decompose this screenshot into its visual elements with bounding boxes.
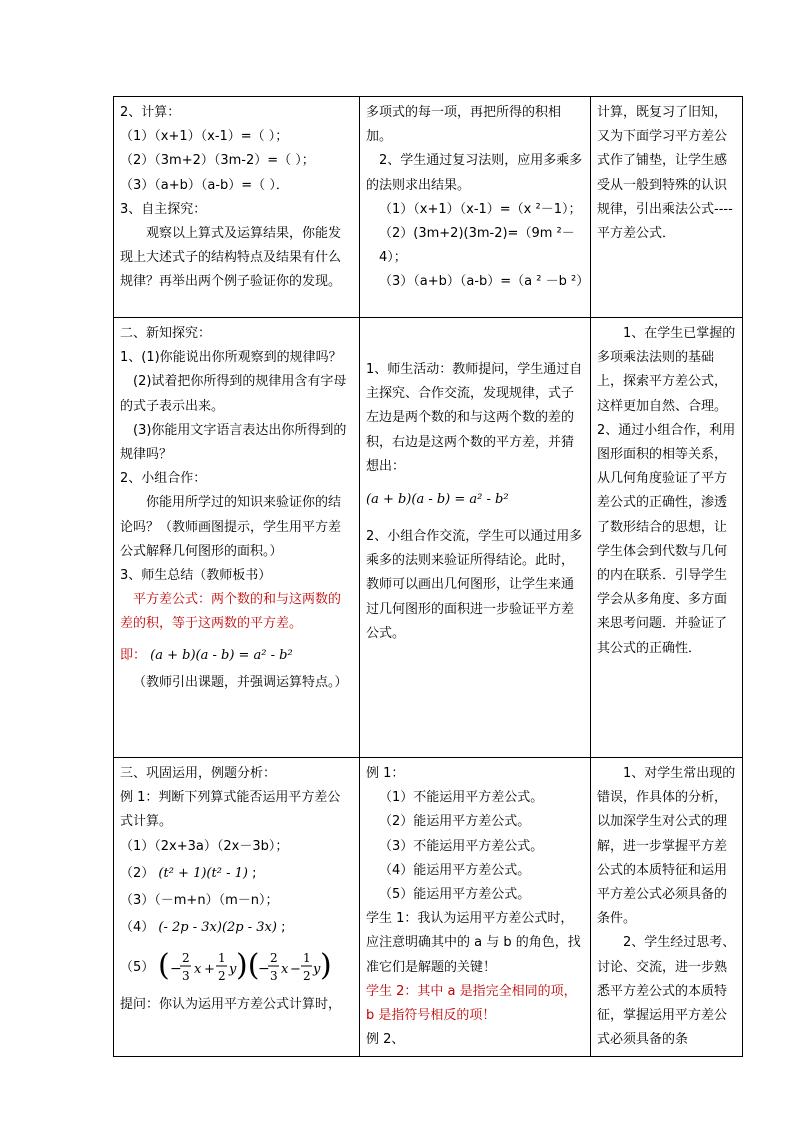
svg-text:): ) [320, 947, 333, 983]
paragraph: （教师引出课题，并强调运算特点。） [133, 674, 348, 690]
math-expression: (t² + 1)(t² - 1) [158, 865, 248, 881]
question-line: 1、(1)你能说出你所观察到的规律吗？ [120, 350, 342, 366]
svg-text:x: x [194, 961, 202, 977]
table-row [114, 758, 743, 1057]
svg-text:y: y [313, 961, 321, 977]
table-row [114, 318, 743, 758]
paragraph: 2、通过小组合作，利用图形面积的相等关系，从几何角度验证了平方差公式的正确性，渗透了数形结合的思想，让学生体会到代数与几何的内在联系．引导学生学会从多角度、多方面来思考问题．并验证了其公式的正确性． [597, 422, 736, 656]
formula-statement: 平方差公式：两个数的和与这两数的差的积，等于这两数的平方差。 [120, 592, 342, 632]
exercise-line: （3）（a+b）（a-b）=（ ）． [120, 177, 289, 193]
question-line: (3)你能用文字语言表达出你所得到的规律吗？ [120, 422, 347, 463]
row1-activity-cell [114, 97, 360, 318]
example-item: （1）（2x+3a）（2x－3b）； [120, 838, 289, 854]
paragraph: 1、师生活动：教师提问，学生通过自主探究、合作交流，发现规律，式子左边是两个数的和与这两个数的差的积，右边是这两个数的平方差，并猜想出： [366, 362, 583, 474]
svg-text:−: − [170, 960, 183, 977]
paragraph: 1、在学生已掌握的多项乘法法则的基础上，探索平方差公式，这样更加自然、合理。 [597, 326, 736, 414]
svg-text:2: 2 [270, 950, 279, 965]
answer-line: （1）不能运用平方差公式。 [379, 790, 544, 806]
item-number: （2） [120, 865, 155, 881]
row3-activity-cell [114, 758, 360, 1057]
section-heading: 2、小组合作： [120, 471, 207, 487]
exercise-line: （1）（x+1）（x-1）=（ ）； [120, 129, 289, 145]
semicolon: ; [281, 920, 286, 936]
lesson-plan-table [113, 96, 743, 1057]
semicolon: ; [252, 865, 257, 881]
answer-line: （3）不能运用平方差公式。 [379, 838, 544, 854]
svg-text:+: + [204, 961, 216, 977]
fraction-expression [158, 945, 333, 991]
student-remark: 学生 1：我认为运用平方差公式时，应注意明确其中的 a 与 b 的角色，找准它们是解题的关键！ [366, 911, 581, 975]
svg-text:)(: )( [236, 947, 260, 983]
question-line: (2)试着把你所得到的规律用含有字母的式子表示出来。 [120, 374, 347, 414]
svg-text:1: 1 [218, 950, 227, 965]
table-row [114, 97, 743, 318]
svg-text:x: x [281, 961, 289, 977]
row1-intent-cell [591, 97, 743, 318]
answer-line: （5）能运用平方差公式。 [379, 887, 531, 903]
example-item [120, 943, 353, 993]
svg-text:2: 2 [218, 968, 227, 983]
example-item [120, 859, 353, 889]
student-remark: 学生 2：其中 a 是指完全相同的项，b 是指符号相反的项！ [366, 983, 577, 1024]
example-heading: 例 2、 [366, 1032, 405, 1048]
paragraph: 计算，既复习了旧知，又为下面学习平方差公式作了铺垫，让学生感受从一般到特殊的认识规律，引出乘法公式----平方差公式． [597, 105, 733, 242]
paragraph: 2、学生通过复习法则，应用多乘多的法则求出结果。 [366, 153, 583, 193]
exercise-line: （2）（3m+2）（3m-2）=（ ）； [120, 153, 315, 169]
paragraph: 你能用所学过的知识来验证你的结论吗？（教师画图提示，学生用平方差公式解释几何图形的面积。） [120, 495, 342, 559]
example-heading: 例 1： [366, 766, 405, 781]
paragraph: 2、学生经过思考、讨论、交流，进一步熟悉平方差公式的本质特征，掌握运用平方差公式必须具备的条 [597, 935, 736, 1048]
row3-student-cell [360, 758, 591, 1057]
svg-text:−: − [290, 961, 302, 977]
section-heading: 三、巩固运用，例题分析： [120, 766, 277, 781]
item-number: （5） [120, 960, 155, 976]
paragraph: 2、小组合作交流，学生可以通过用多乘多的法则来验证所得结论。此时，教师可以画出几何图形，让学生来通过几何图形的面积进一步验证平方差公式。 [366, 529, 583, 641]
answer-line: （2）能运用平方差公式。 [379, 814, 531, 830]
paragraph: 多项式的每一项，再把所得的积相加。 [366, 105, 562, 145]
question-line: 提问：你认为运用平方差公式计算时， [120, 997, 342, 1013]
svg-text:2: 2 [182, 950, 191, 965]
example-prompt: 例 1：判断下列算式能否运用平方差公式计算。 [120, 790, 341, 830]
result-line: （2）(3m+2)(3m-2)=（9m ²－4）； [379, 226, 575, 266]
paragraph: 观察以上算式及运算结果，你能发现上大述式子的结构特点及结果有什么规律？再举出两个例子验证你的发现。 [120, 226, 342, 290]
section-heading: 二、新知探究： [120, 326, 212, 341]
example-item: （3）（－m+n）（m－n）； [120, 892, 279, 908]
svg-text:3: 3 [182, 968, 191, 983]
answer-line: （4）能运用平方差公式。 [379, 862, 531, 878]
result-line: （1）（x+1）（x-1）=（x ²－1）； [379, 201, 582, 217]
formula-prefix: 即： [120, 647, 147, 663]
result-line: （3）（a+b）（a-b）=（a ² －b ²） [379, 274, 590, 290]
math-expression: (- 2p - 3x)(2p - 3x) [158, 920, 277, 936]
svg-text:−: − [258, 960, 271, 977]
row2-student-cell [360, 318, 591, 758]
svg-text:3: 3 [270, 968, 279, 983]
row3-intent-cell [591, 758, 743, 1057]
section-heading: 3、师生总结（教师板书） [120, 568, 272, 584]
difference-of-squares-formula: (a + b)(a - b) = a² - b² [366, 492, 509, 508]
paragraph: 1、对学生常出现的错误，作具体的分析，以加深学生对公式的理解，进一步掌握平方差公式的本质特征和运用平方差公式必须具备的条件。 [597, 766, 736, 927]
row2-activity-cell [114, 318, 360, 758]
svg-text:1: 1 [303, 950, 312, 965]
item-number: （4） [120, 920, 155, 936]
example-item [120, 913, 353, 943]
section-heading: 3、自主探究： [120, 201, 207, 217]
difference-of-squares-formula: (a + b)(a - b) = a² - b² [150, 647, 293, 663]
section-heading: 2、计算： [120, 105, 181, 120]
svg-text:2: 2 [303, 968, 312, 983]
formula-line [120, 641, 353, 671]
row1-student-cell [360, 97, 591, 318]
svg-text:(: ( [158, 947, 171, 983]
row2-intent-cell [591, 318, 743, 758]
svg-text:y: y [229, 961, 237, 977]
